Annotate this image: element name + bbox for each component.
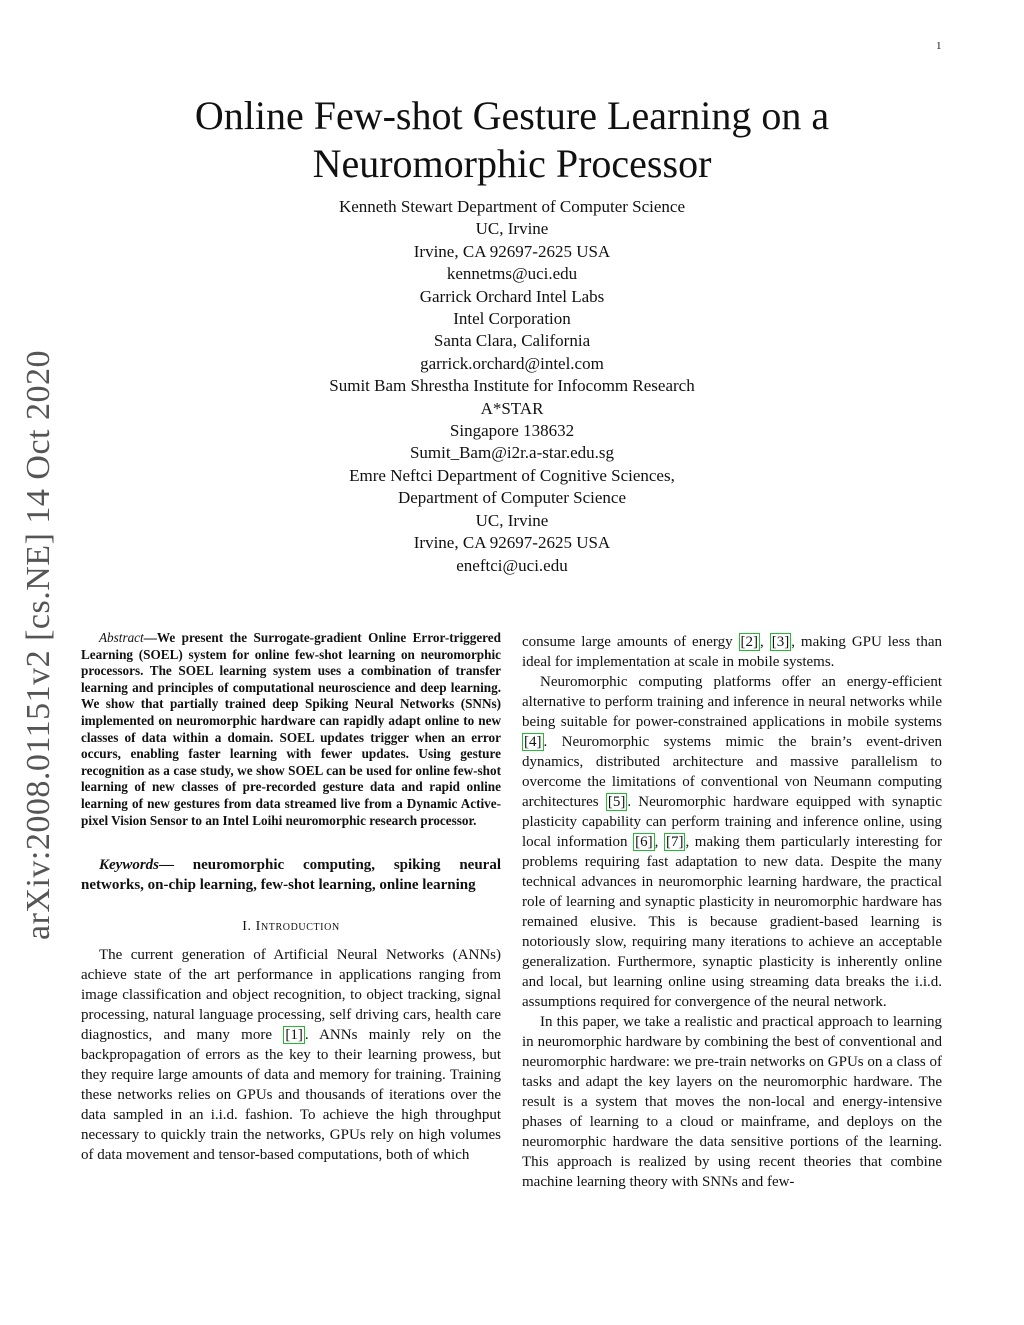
body-paragraph: In this paper, we take a realistic and practical approach to learning in neuromorphic hardware by combining the best of conventional and neuromorphic hardware: we pre-train networks on GPUs on a class of tasks and adapt the key layers on the neuromorphic hardware. The result is a system that moves the non-local and energy-intensive phases of learning to a cloud or mainframe, and deploys on the neuromorphic hardware the data sensitive portions of the learning. This approach is realized by using recent theories that combine machine learning theory with SNNs and few- — [522, 1014, 942, 1190]
body-text: consume large amounts of energy — [522, 634, 739, 650]
left-column — [81, 630, 501, 1165]
intro-text: . ANNs mainly rely on the backpropagation of errors as the key to their learning prowess, but they require large amounts of data and memory for training. Training these networks relies on GPUs and thousands of iterations over the data sampled in an i.i.d. fashion. To achieve the high throughput necessary to quickly train the networks, GPUs rely on high volumes of data movement and tensor-based computations, both of which — [81, 1027, 501, 1164]
body-paragraph — [522, 672, 942, 1012]
citation-link[interactable]: [2] — [740, 634, 759, 650]
paper-title — [120, 92, 904, 188]
citation-link[interactable]: [7] — [665, 834, 684, 850]
page-number: 1 — [936, 40, 942, 52]
author-line: UC, Irvine — [475, 219, 549, 239]
author-line: Emre Neftci Department of Cognitive Sciences, — [349, 465, 675, 485]
abstract-text: —We present the Surrogate-gradient Online Error-triggered Learning (SOEL) system for online few-shot learning on neuromorphic processors. The SOEL learning system uses a combination of transfer learning and principles of computational neuroscience and deep learning. We show that partially trained deep Spiking Neural Networks (SNNs) implemented on neuromorphic hardware can rapidly adapt online to new classes of data within a domain. SOEL updates trigger when an error occurs, enabling faster learning with fewer updates. Using gesture recognition as a case study, we show SOEL can be used for online few-shot learning of new classes of pre-recorded gesture data and rapid online learning of new gestures from data streamed live from a Dynamic Active-pixel Vision Sensor to an Intel Loihi neuromorphic research processor. — [81, 630, 501, 828]
title-line-1: Online Few-shot Gesture Learning on a — [194, 93, 830, 138]
keywords-label: Keywords — [99, 857, 159, 874]
author-line: Santa Clara, California — [433, 331, 591, 351]
author-email[interactable]: kennetms@uci.edu — [446, 264, 578, 284]
title-line-2: Neuromorphic Processor — [312, 141, 712, 186]
author-block — [200, 196, 824, 577]
author-line: Intel Corporation — [453, 309, 571, 329]
author-line: Singapore 138632 — [449, 421, 575, 441]
author-email[interactable]: eneftci@uci.edu — [456, 555, 568, 575]
keywords-text: — neuromorphic computing, spiking neural networks, on-chip learning, few-shot learning, online learning — [81, 857, 501, 894]
author-line: A*STAR — [480, 398, 544, 418]
citation-link[interactable]: [1] — [285, 1027, 303, 1044]
citation-link[interactable]: [6] — [635, 834, 653, 850]
body-text: , making GPU less than ideal for implementation at scale in mobile systems. — [522, 634, 943, 670]
author-line: Irvine, CA 92697-2625 USA — [413, 241, 611, 261]
body-text: , — [654, 834, 664, 850]
keywords — [81, 855, 501, 895]
body-text: , making them particularly interesting for problems requiring fast adaptation to new data. Despite the many technical advances in neuromorphic learning hardware, the practical role of learning and synaptic plasticity in neuromorphic hardware has remained elusive. This is because gradient-based learning is notoriously slow, requiring many iterations to achieve an acceptable generalization. Furthermore, synaptic plasticity is inherently online and local, but learning online using streaming data breaks the i.i.d. assumptions required for convergence of the neural network. — [522, 834, 943, 1010]
citation-link[interactable]: [3] — [771, 634, 790, 650]
body-paragraph — [522, 632, 942, 672]
body-text: Neuromorphic computing platforms offer an energy-efficient alternative to perform training and inference in neural networks while being suitable for power-constrained applications in mobile systems — [522, 674, 942, 730]
body-text: . Neuromorphic hardware equipped with synaptic plasticity capability can perform training and inference online, using local information — [522, 794, 942, 850]
body-text: . Neuromorphic systems mimic the brain’s event-driven dynamics, distributed architecture and massive parallelism to overcome the limitations of conventional von Neumann computing architectures — [522, 734, 942, 810]
right-column — [522, 632, 942, 1192]
author-line: Kenneth Stewart Department of Computer Science — [338, 197, 686, 216]
citation-link[interactable]: [4] — [524, 734, 542, 750]
body-text: , — [760, 634, 770, 650]
citation-link[interactable]: [5] — [607, 794, 626, 810]
author-email[interactable]: Sumit_Bam@i2r.a-star.edu.sg — [409, 443, 615, 463]
author-line: UC, Irvine — [475, 510, 549, 530]
author-line: Irvine, CA 92697-2625 USA — [413, 533, 611, 553]
arxiv-stamp: arXiv:2008.01151v2 [cs.NE] 14 Oct 2020 — [20, 350, 57, 940]
author-email[interactable]: garrick.orchard@intel.com — [420, 353, 604, 373]
intro-text: The current generation of Artificial Neural Networks (ANNs) achieve state of the art performance in applications ranging from image classification and object recognition, to object tracking, signal processing, natural language processing, self driving cars, health care diagnostics, and many more — [81, 947, 501, 1044]
author-line: Garrick Orchard Intel Labs — [419, 286, 605, 306]
author-line: Sumit Bam Shrestha Institute for Infocomm Research — [329, 376, 695, 396]
intro-paragraph — [81, 945, 501, 1165]
abstract-label: Abstract — [99, 630, 144, 645]
section-heading-introduction: I. Introduction — [242, 919, 340, 935]
author-line: Department of Computer Science — [397, 488, 626, 508]
abstract — [81, 630, 501, 829]
